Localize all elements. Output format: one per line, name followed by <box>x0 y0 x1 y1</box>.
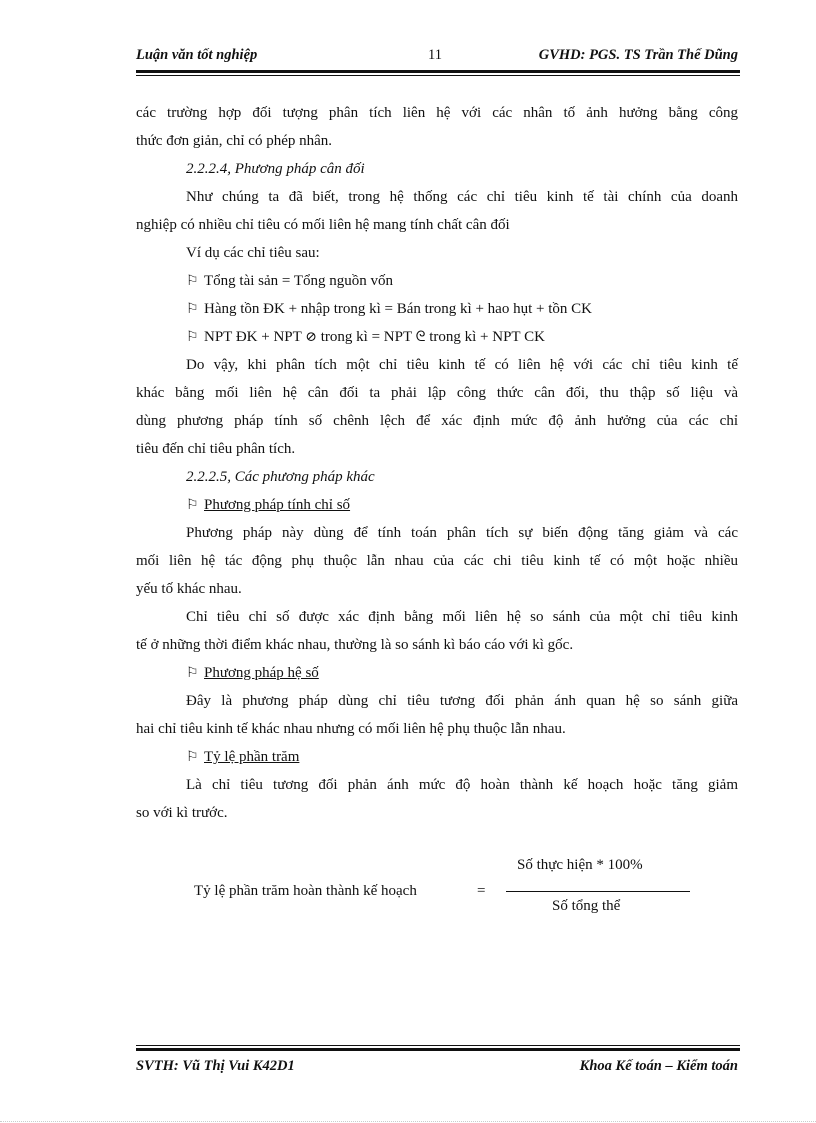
footer-student: SVTH: Vũ Thị Vui K42D1 <box>136 1058 295 1074</box>
list-item-text: NPT ĐK + NPT <box>204 329 302 345</box>
paragraph-line: Do vậy, khi phân tích một chỉ tiêu kinh tế có liên hệ với các chỉ tiêu kinh tế <box>186 357 738 373</box>
header-advisor: GVHD: PGS. TS Trần Thế Dũng <box>538 47 738 63</box>
paragraph-line: thức đơn giản, chỉ có phép nhân. <box>136 133 333 149</box>
paragraph-line: tế ở những thời điểm khác nhau, thường là so sánh kì báo cáo với kì gốc. <box>136 637 574 653</box>
list-item <box>136 323 738 351</box>
footer-rule-thick <box>136 1048 740 1051</box>
flag-icon: ⚐ <box>186 330 199 345</box>
paragraph-line: dùng phương pháp tính số chênh lệch để xác định mức độ ảnh hưởng của các chỉ <box>136 413 738 429</box>
swirl-icon: ᘓ <box>415 330 426 345</box>
paragraph-line: Phương pháp này dùng để tính toán phân tích sự biến động tăng giảm và các <box>186 525 738 541</box>
list-item <box>136 295 738 323</box>
paragraph-line: Như chúng ta đã biết, trong hệ thống các chỉ tiêu kinh tế tài chính của doanh <box>186 189 738 205</box>
paragraph-line: tiêu đến chỉ tiêu phân tích. <box>136 441 296 457</box>
paragraph-line: Đây là phương pháp dùng chỉ tiêu tương đối phản ánh quan hệ so sánh giữa <box>186 693 738 709</box>
page-header <box>136 47 738 67</box>
paragraph-line: khác bằng mối liên hệ cân đối ta phải lập công thức cân đối, thu thập số liệu và <box>136 385 738 401</box>
paragraph-line: mối liên hệ tác động phụ thuộc lẫn nhau của các chi tiêu kinh tế có một hoặc nhiều <box>136 553 738 569</box>
page-footer <box>136 1058 738 1078</box>
list-item-text: Hàng tồn ĐK + nhập trong kì = Bán trong kì + hao hụt + tồn CK <box>204 301 592 317</box>
footer-rule-thin <box>136 1045 740 1046</box>
flag-icon: ⚐ <box>186 274 199 289</box>
paragraph-line: yếu tố khác nhau. <box>136 581 242 597</box>
header-rule-thin <box>136 75 740 76</box>
paragraph-line: so với kì trước. <box>136 805 228 821</box>
crossed-circle-icon: ⊘ <box>305 330 317 345</box>
percentage-formula <box>136 857 738 927</box>
footer-department: Khoa Kế toán – Kiểm toán <box>579 1058 738 1074</box>
flag-icon: ⚐ <box>186 498 199 513</box>
page-body <box>136 99 738 827</box>
paragraph-line: Chỉ tiêu chỉ số được xác định bằng mối liên hệ so sánh của một chỉ tiêu kinh <box>186 609 738 625</box>
formula-label: Tỷ lệ phần trăm hoàn thành kế hoạch <box>194 883 417 899</box>
list-item-text: trong kì + NPT CK <box>429 329 545 345</box>
flag-icon: ⚐ <box>186 302 199 317</box>
subheading-text: Tỷ lệ phần trăm <box>204 749 300 765</box>
page-number: 11 <box>428 47 442 63</box>
list-item-text: trong kì = NPT <box>320 329 412 345</box>
formula-numerator: Số thực hiện * 100% <box>517 857 643 873</box>
formula-equals: = <box>477 883 486 899</box>
header-rule-thick <box>136 70 740 73</box>
subheading <box>136 491 738 519</box>
section-heading-2225: 2.2.2.5, Các phương pháp khác <box>186 469 375 485</box>
paragraph-line: các trường hợp đối tượng phân tích liên hệ với các nhân tố ảnh hưởng bằng công <box>136 105 738 121</box>
subheading-text: Phương pháp hệ số <box>204 665 319 681</box>
flag-icon: ⚐ <box>186 750 199 765</box>
flag-icon: ⚐ <box>186 666 199 681</box>
paragraph-line: hai chỉ tiêu kinh tế khác nhau nhưng có mối liên hệ phụ thuộc lẫn nhau. <box>136 721 566 737</box>
header-thesis-title: Luận văn tốt nghiệp <box>136 47 258 63</box>
subheading <box>136 659 738 687</box>
section-heading-2224: 2.2.2.4, Phương pháp cân đối <box>186 161 365 177</box>
paragraph-line: Là chỉ tiêu tương đối phản ánh mức độ hoàn thành kế hoạch hoặc tăng giảm <box>186 777 738 793</box>
paragraph-line: Ví dụ các chỉ tiêu sau: <box>186 245 320 261</box>
formula-denominator: Số tổng thể <box>552 898 621 914</box>
list-item-text: Tổng tài sản = Tổng nguồn vốn <box>204 273 394 289</box>
subheading-text: Phương pháp tính chỉ số <box>204 497 351 513</box>
page-edge-dots <box>0 1121 816 1122</box>
subheading <box>136 743 738 771</box>
paragraph-line: nghiệp có nhiều chỉ tiêu có mối liên hệ mang tính chất cân đối <box>136 217 510 233</box>
list-item <box>136 267 738 295</box>
fraction-bar <box>506 891 690 892</box>
